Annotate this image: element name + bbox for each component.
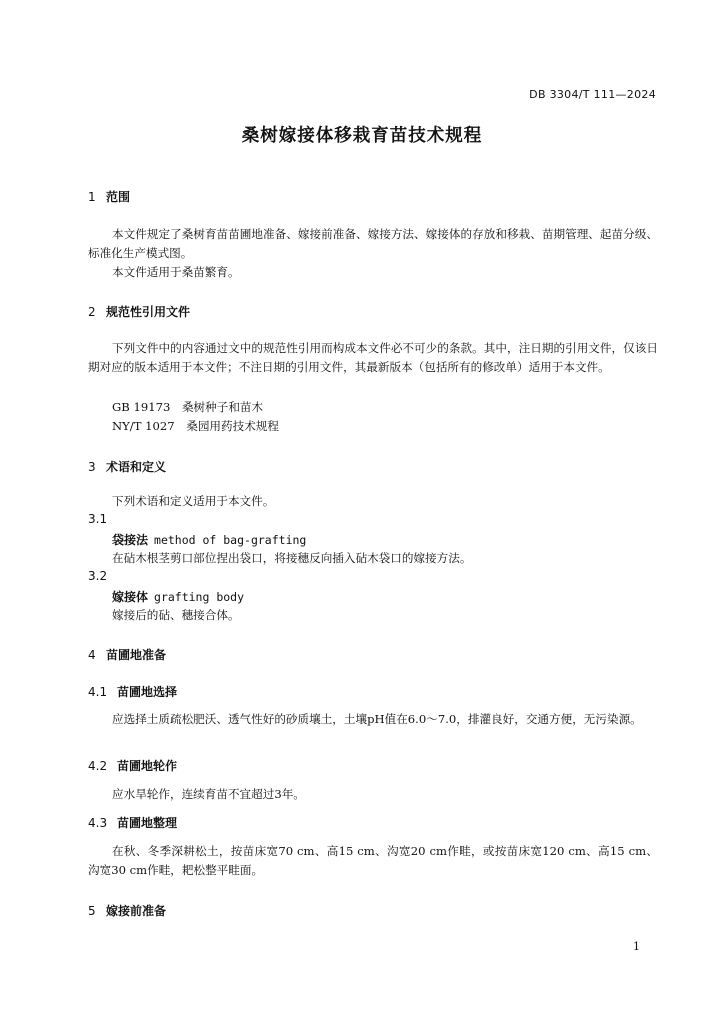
standard-number: DB 3304/T 111—2024 [529,88,656,101]
section-title: 嫁接前准备 [106,904,167,918]
term-heading [112,588,244,605]
section-1-heading [88,188,130,205]
subsection-title: 苗圃地选择 [117,685,178,699]
section-title: 规范性引用文件 [106,305,191,319]
subsection-number: 4.3 [88,816,108,830]
section-number: 1 [88,190,96,204]
subsection-title: 苗圃地轮作 [117,759,178,773]
subsection-4-3-text: 在秋、冬季深耕松土，按苗床宽70 cm、高15 cm、沟宽20 cm作畦，或按苗床宽120 cm、高15 cm、沟宽30 cm作畦，耙松整平畦面。 [88,844,658,877]
term-number: 3.2 [88,569,108,583]
subsection-title: 苗圃地整理 [117,816,178,830]
term-english: method of bag-grafting [154,533,307,547]
term-definition: 在砧木根茎剪口部位捏出袋口，将接穗反向插入砧木袋口的嫁接方法。 [112,551,472,565]
section-number: 3 [88,460,96,474]
term-english: grafting body [154,590,245,604]
subsection-number: 4.2 [88,759,108,773]
section-title: 术语和定义 [106,460,167,474]
subsection-4-3-heading [88,814,177,831]
term-definition: 嫁接后的砧、穗接合体。 [112,608,240,622]
term-heading [112,531,306,548]
section-number: 4 [88,648,96,662]
section-number: 5 [88,904,96,918]
term-number: 3.1 [88,512,108,526]
section-3-heading [88,458,166,475]
section-3-intro: 下列术语和定义适用于本文件。 [112,494,275,508]
section-2-paragraph-1: 下列文件中的内容通过文中的规范性引用而构成本文件必不可少的条款。其中，注日期的引用文件，仅该日期对应的版本适用于本文件；不注日期的引用文件，其最新版本（包括所有的修改单）适用于本文件。 [88,341,658,374]
reference-gb-19173: GB 19173 桑树种子和苗木 [112,400,264,414]
section-title: 苗圃地准备 [106,648,167,662]
section-title: 范围 [106,190,131,204]
page-number: 1 [633,940,640,953]
section-5-heading [88,902,166,919]
subsection-4-1-heading [88,683,177,700]
section-2-heading [88,303,190,320]
section-1-paragraph-1: 本文件规定了桑树育苗苗圃地准备、嫁接前准备、嫁接方法、嫁接体的存放和移栽、苗期管理、起苗分级、标准化生产模式图。 [88,227,658,260]
term-name: 嫁接体 [112,590,149,604]
reference-ny-t-1027: NY/T 1027 桑园用药技术规程 [112,419,279,433]
subsection-number: 4.1 [88,685,108,699]
subsection-4-1-text: 应选择土质疏松肥沃、透气性好的砂质壤土，土壤pH值在6.0～7.0，排灌良好，交通方便，无污染源。 [112,712,642,726]
subsection-4-2-text: 应水旱轮作，连续育苗不宜超过3年。 [112,787,305,801]
subsection-4-2-heading [88,757,177,774]
section-4-heading [88,646,166,663]
document-title: 桑树嫁接体移栽育苗技术规程 [241,126,483,146]
section-number: 2 [88,305,96,319]
section-1-paragraph-2: 本文件适用于桑苗繁育。 [112,265,240,279]
term-name: 袋接法 [112,533,149,547]
